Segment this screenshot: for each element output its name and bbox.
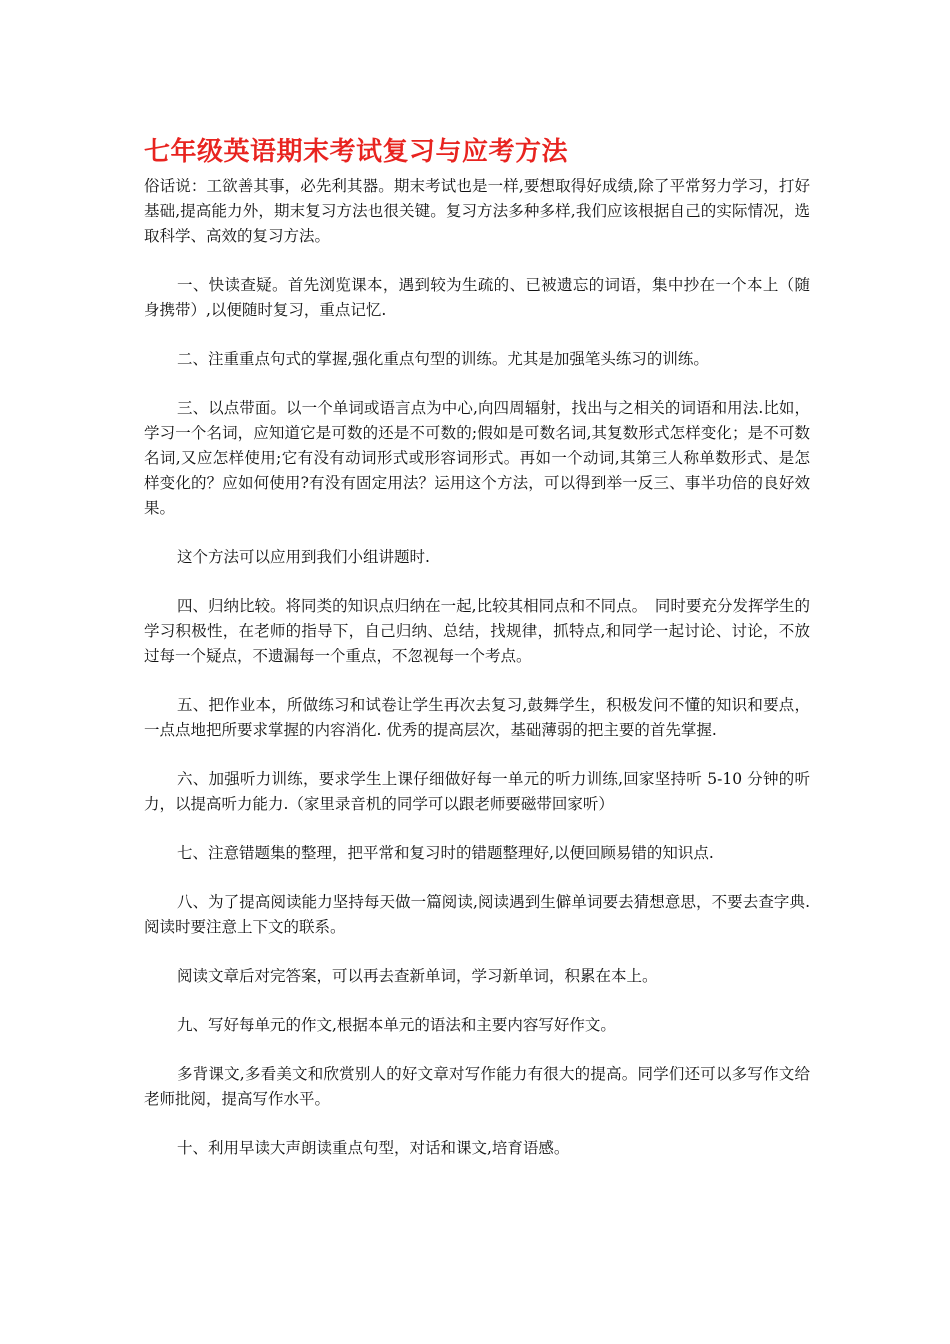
paragraph-method-8-note: 阅读文章后对完答案，可以再去查新单词，学习新单词，积累在本上。 xyxy=(177,967,658,985)
paragraph-method-6: 六、加强听力训练，要求学生上课仔细做好每一单元的听力训练,回家坚持听 5-10 分钟的听力，以提高听力能力.（家里录音机的同学可以跟老师要磁带回家听） xyxy=(144,770,810,813)
paragraph-method-1: 一、快读查疑。首先浏览课本，遇到较为生疏的、已被遗忘的词语，集中抄在一个本上（随身携带）,以便随时复习，重点记忆. xyxy=(144,276,810,319)
document-title: 七年级英语期末考试复习与应考方法 xyxy=(144,137,569,167)
paragraph-method-4: 四、归纳比较。将同类的知识点归纳在一起,比较其相同点和不同点。 同时要充分发挥学生的学习积极性，在老师的指导下，自己归纳、总结，找规律，抓特点,和同学一起讨论、讨论，不放过每一个疑点，不遗漏每一个重点，不忽视每一个考点。 xyxy=(144,597,810,665)
document-page xyxy=(144,130,810,1185)
paragraph-intro: 俗话说：工欲善其事，必先利其器。期末考试也是一样,要想取得好成绩,除了平常努力学习，打好基础,提高能力外，期末复习方法也很关键。复习方法多种多样,我们应该根据自己的实际情况，选取科学、高效的复习方法。 xyxy=(144,177,810,245)
paragraph-method-9: 九、写好每单元的作文,根据本单元的语法和主要内容写好作文。 xyxy=(177,1016,616,1034)
paragraph-method-3: 三、以点带面。以一个单词或语言点为中心,向四周辐射，找出与之相关的词语和用法.比如，学习一个名词，应知道它是可数的还是不可数的;假如是可数名词,其复数形式怎样变化；是不可数名词,又应怎样使用;它有没有动词形式或形容词形式。再如一个动词,其第三人称单数形式、是怎样变化的？应如何使用?有没有固定用法？运用这个方法，可以得到举一反三、事半功倍的良好效果。 xyxy=(144,399,810,517)
paragraph-method-2: 二、注重重点句式的掌握,强化重点句型的训练。尤其是加强笔头练习的训练。 xyxy=(177,350,709,368)
paragraph-method-10: 十、利用早读大声朗读重点句型，对话和课文,培育语感。 xyxy=(177,1139,570,1157)
paragraph-method-7: 七、注意错题集的整理，把平常和复习时的错题整理好,以便回顾易错的知识点. xyxy=(177,844,714,862)
paragraph-method-9-note: 多背课文,多看美文和欣赏别人的好文章对写作能力有很大的提高。同学们还可以多写作文给老师批阅，提高写作水平。 xyxy=(144,1065,810,1108)
paragraph-method-5: 五、把作业本，所做练习和试卷让学生再次去复习,鼓舞学生，积极发问不懂的知识和要点，一点点地把所要求掌握的内容消化. 优秀的提高层次，基础薄弱的把主要的首先掌握. xyxy=(144,696,810,739)
paragraph-method-3-note: 这个方法可以应用到我们小组讲题时. xyxy=(177,548,430,566)
paragraph-method-8: 八、为了提高阅读能力坚持每天做一篇阅读,阅读遇到生僻单词要去猜想意思，不要去查字典.阅读时要注意上下文的联系。 xyxy=(144,893,810,936)
